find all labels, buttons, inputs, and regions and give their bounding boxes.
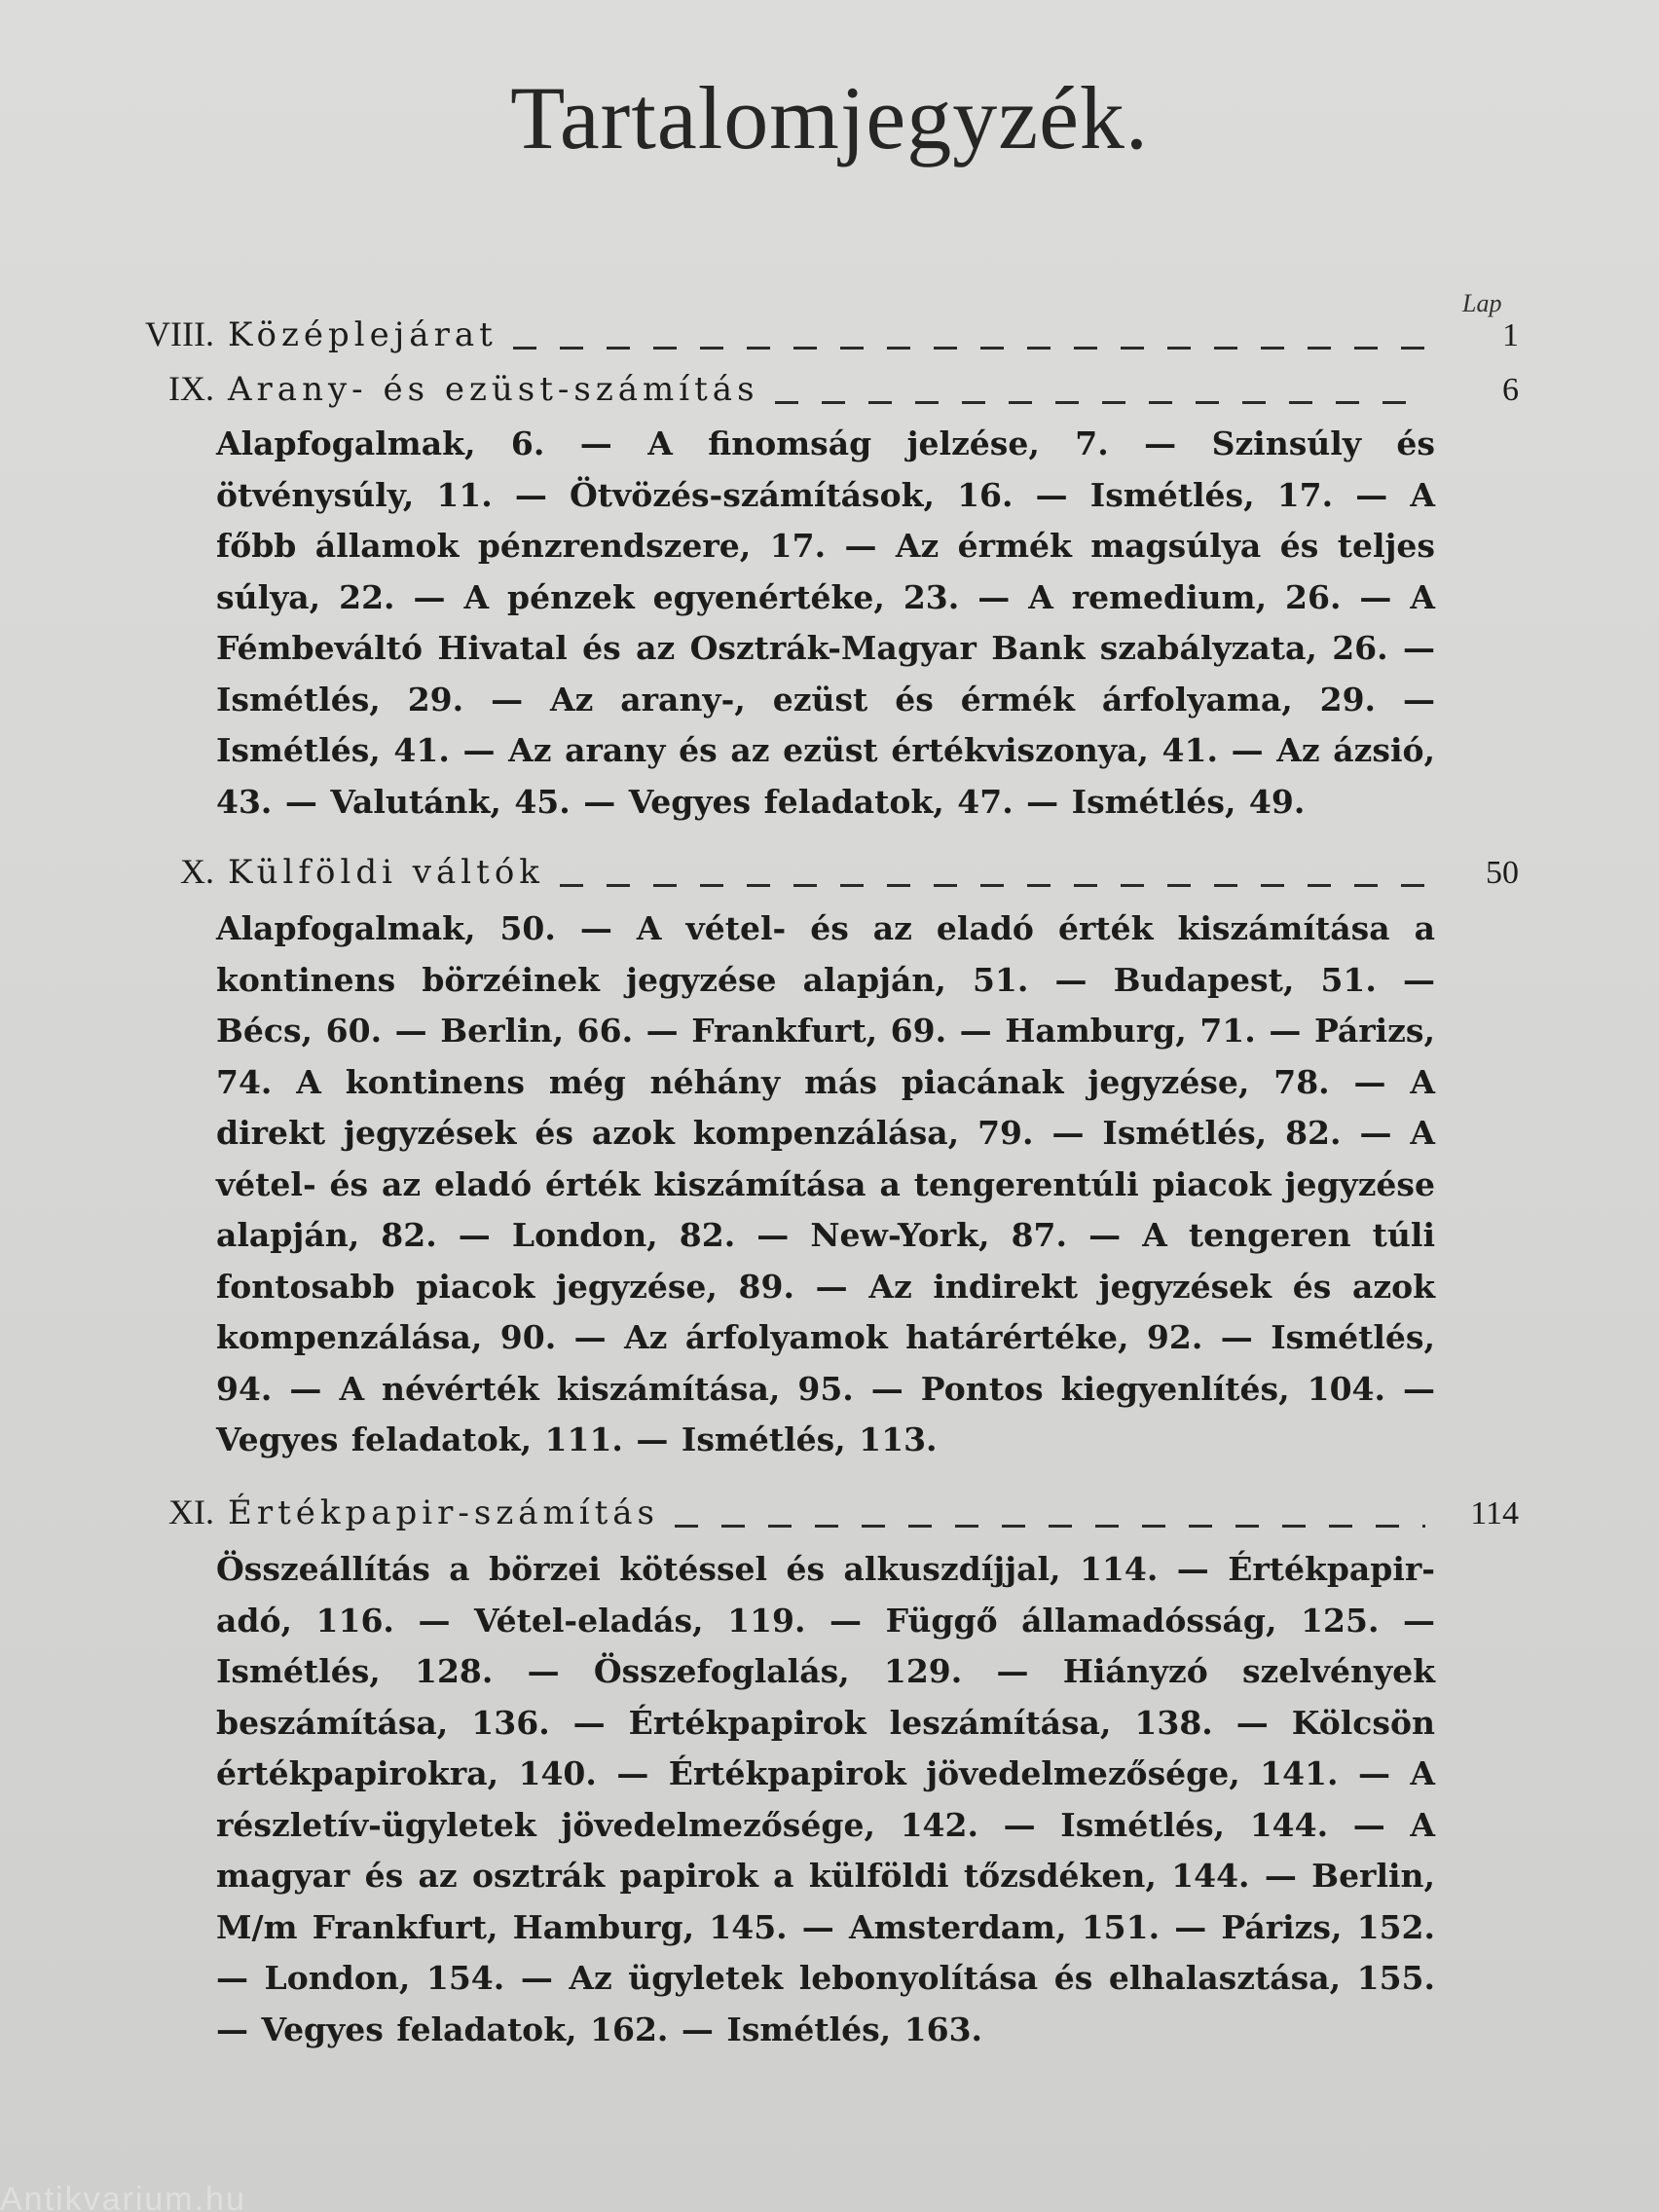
toc-entry-x xyxy=(107,851,1519,902)
section-page-number: 6 xyxy=(1502,372,1519,408)
toc-entry-xi xyxy=(107,1492,1519,1542)
dot-leader xyxy=(775,401,1425,404)
toc-entry-viii xyxy=(107,313,1519,364)
section-contents-xi: Összeállítás a börzei kötéssel és alkuszdíjjal, 114. — Értékpapir-adó, 116. — Vétel-eladás, 119. — Függő államadósság, 125. — Ismétlés, 128. — Összefoglalás, 129. — Hiányzó szelvények beszámítása, 136. — Értékpapirok leszámítása, 138. — Kölcsön értékpapirokra, 140. — Értékpapirok jövedelmezősége, 141. — A részletív-ügyletek jövedelmezősége, 142. — Ismétlés, 144. — A magyar és az osztrák papirok a külföldi tőzsdéken, 144. — Berlin, M/m Frankfurt, Hamburg, 145. — Amsterdam, 151. — Párizs, 152. — London, 154. — Az ügyletek lebonyolítása és elhalasztása, 155. — Vegyes feladatok, 162. — Ismétlés, 163. xyxy=(216,1550,1435,2048)
section-contents-ix: Alapfogalmak, 6. — A finomság jelzése, 7. — Szinsúly és ötvénysúly, 11. — Ötvözés-számítások, 16. — Ismétlés, 17. — A főbb államok pénzrendszere, 17. — Az érmék magsúlya és teljes súlya, 22. — A pénzek egyenértéke, 23. — A remedium, 26. — A Fémbeváltó Hivatal és az Osztrák-Magyar Bank szabályzata, 26. — Ismétlés, 29. — Az arany-, ezüst és érmék árfolyama, 29. — Ismétlés, 41. — Az arany és az ezüst értékviszonya, 41. — Az ázsió, 43. — Valutánk, 45. — Vegyes feladatok, 47. — Ismétlés, 49. xyxy=(216,424,1435,821)
toc-entry-ix xyxy=(107,368,1519,419)
section-number: IX. xyxy=(168,369,214,408)
section-title: Értékpapir-számítás xyxy=(228,1493,660,1532)
dot-leader xyxy=(560,884,1425,887)
dot-leader xyxy=(675,1525,1425,1528)
watermark: Antikvarium.hu xyxy=(0,2181,246,2212)
section-number: XI. xyxy=(168,1493,214,1531)
section-page-number: 50 xyxy=(1486,855,1519,891)
section-page-number: 1 xyxy=(1502,317,1519,353)
section-number: VIII. xyxy=(145,314,214,353)
section-title: Arany- és ezüst-számítás xyxy=(228,370,759,409)
section-number: X. xyxy=(180,852,214,891)
section-title: Középlejárat xyxy=(228,315,498,354)
dot-leader xyxy=(513,347,1425,350)
page-column-label: Lap xyxy=(1462,289,1502,317)
section-title: Külföldi váltók xyxy=(228,853,544,892)
section-page-number: 114 xyxy=(1470,1495,1519,1531)
page-title: Tartalomjegyzék. xyxy=(510,68,1149,167)
section-contents-x: Alapfogalmak, 50. — A vétel- és az eladó érték kiszámítása a kontinens börzéinek jegyzése alapján, 51. — Budapest, 51. — Bécs, 60. — Berlin, 66. — Frankfurt, 69. — Hamburg, 71. — Párizs, 74. A kontinens még néhány más piacának jegyzése, 78. — A direkt jegyzések és azok kompenzálása, 79. — Ismétlés, 82. — A vétel- és az eladó érték kiszámítása a tengerentúli piacok jegyzése alapján, 82. — London, 82. — New-York, 87. — A tengeren túli fontosabb piacok jegyzése, 89. — Az indirekt jegyzések és azok kompenzálása, 90. — Az árfolyamok határértéke, 92. — Ismétlés, 94. — A névérték kiszámítása, 95. — Pontos kiegyenlítés, 104. — Vegyes feladatok, 111. — Ismétlés, 113. xyxy=(216,909,1435,1458)
